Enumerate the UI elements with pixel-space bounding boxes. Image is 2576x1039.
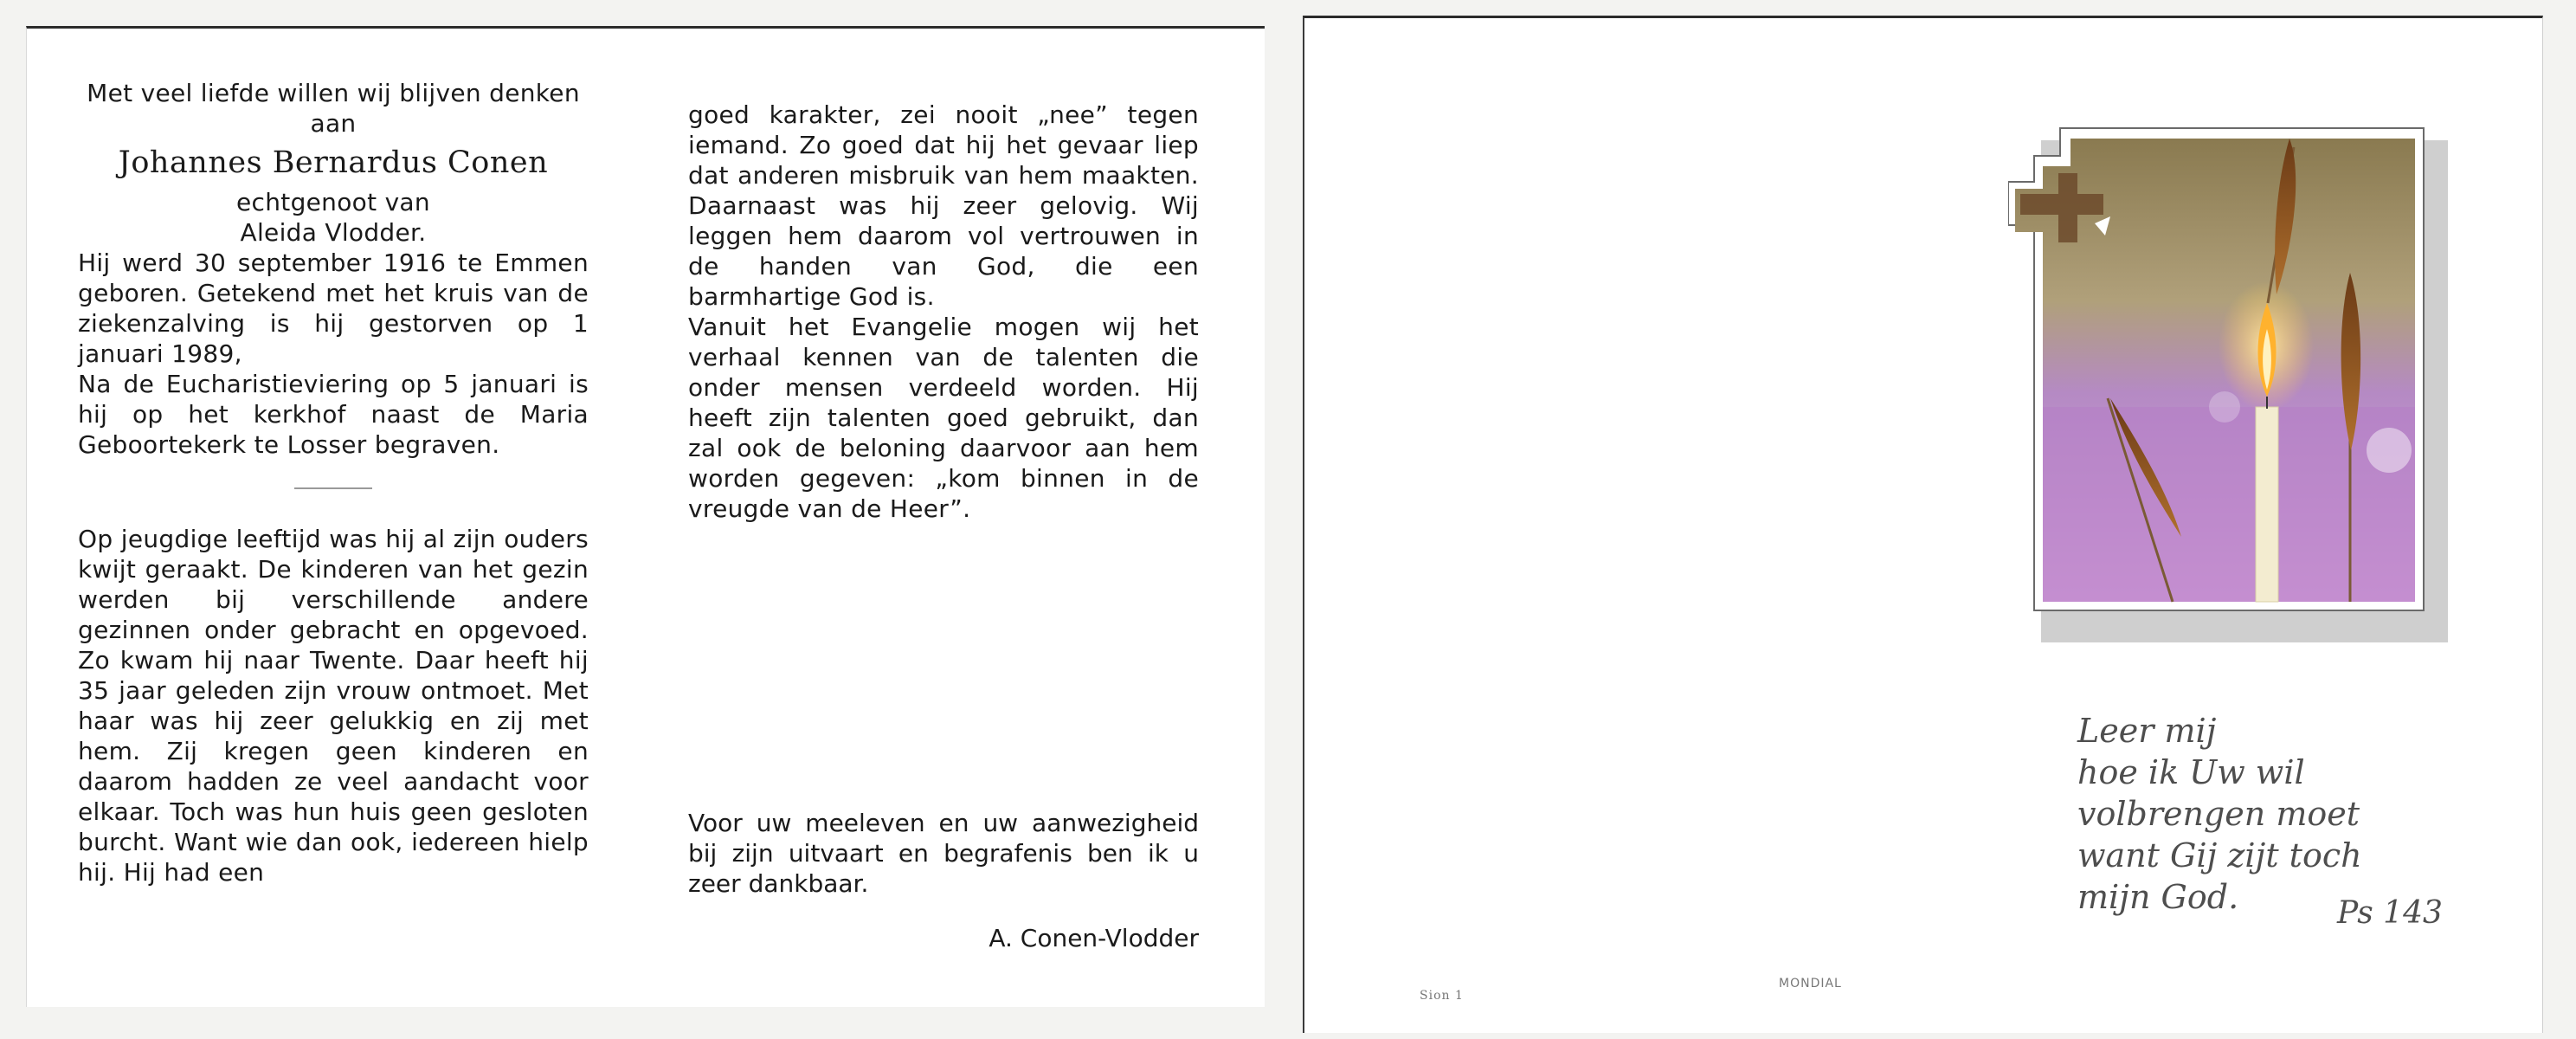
- biography-paragraph-2: Na de Eucharistieviering op 5 januari is hij op het kerkhof naast de Maria Geboortekerk te Losser begraven.: [78, 370, 589, 459]
- thanks-block: [688, 784, 1199, 978]
- relation-text: echtgenoot van: [236, 188, 430, 216]
- psalm-reference: Ps 143: [2337, 895, 2443, 931]
- intro-text: Met veel liefde willen wij blijven denken aan: [87, 79, 580, 138]
- thanks-text: Voor uw meeleven en uw aanwezigheid bij zijn uitvaart en begrafenis ben ik u zeer dankbaar.: [688, 809, 1199, 898]
- deceased-name: Johannes Bernardus Conen: [118, 145, 549, 180]
- candle-picture: [2008, 121, 2458, 649]
- left-text-column: [78, 78, 589, 887]
- character-paragraph: goed karakter, zei nooit „nee” tegen iemand. Zo goed dat hij het gevaar liep dat anderen misbruik van hem maakten. Daarnaast was hij zeer gelovig. Wij leggen hem daarom vol vertrouwen in de handen van God, die een barmhartige God is.: [688, 100, 1199, 311]
- verse-line-4: want Gij zijt toch: [2077, 836, 2362, 874]
- candle-picture-art: [2008, 121, 2458, 649]
- signature: A. Conen-Vlodder: [989, 924, 1199, 952]
- psalm-verse: [2077, 710, 2458, 918]
- verse-line-3: volbrengen moet: [2077, 795, 2360, 833]
- verse-line-5: mijn God.: [2077, 878, 2239, 916]
- spouse-name: Aleida Vlodder.: [240, 218, 427, 247]
- gospel-paragraph: Vanuit het Evangelie mogen wij het verhaal kennen van de talenten die onder mensen verdeeld worden. Hij heeft zijn talenten goed gebruikt, dan zal ook de beloning daarvoor aan hem worden gegeven: „kom binnen in de vreugde van de Heer”.: [688, 313, 1199, 523]
- biography-paragraph-1: Hij werd 30 september 1916 te Emmen geboren. Getekend met het kruis van de ziekenzalving is hij gestorven op 1 januari 1989,: [78, 248, 589, 368]
- section-divider: [294, 487, 372, 489]
- publisher-mark: MONDIAL: [1779, 977, 1842, 991]
- series-mark: Sion 1: [1420, 989, 1464, 1003]
- middle-text-column: [688, 100, 1199, 524]
- verse-line-1: Leer mij: [2077, 712, 2217, 750]
- biography-paragraph-3: Op jeugdige leeftijd was hij al zijn ouders kwijt geraakt. De kinderen van het gezin werden bij verschillende andere gezinnen onder gebracht en opgevoed. Zo kwam hij naar Twente. Daar heeft hij 35 jaar geleden zijn vrouw ontmoet. Met haar was hij zeer gelukkig en zij met hem. Zij kregen geen kinderen en daarom hadden ze veel aandacht voor elkaar. Toch was hun huis geen gesloten burcht. Want wie dan ook, iedereen hielp hij. Hij had een: [78, 525, 589, 887]
- verse-line-2: hoe ik Uw wil: [2077, 753, 2305, 791]
